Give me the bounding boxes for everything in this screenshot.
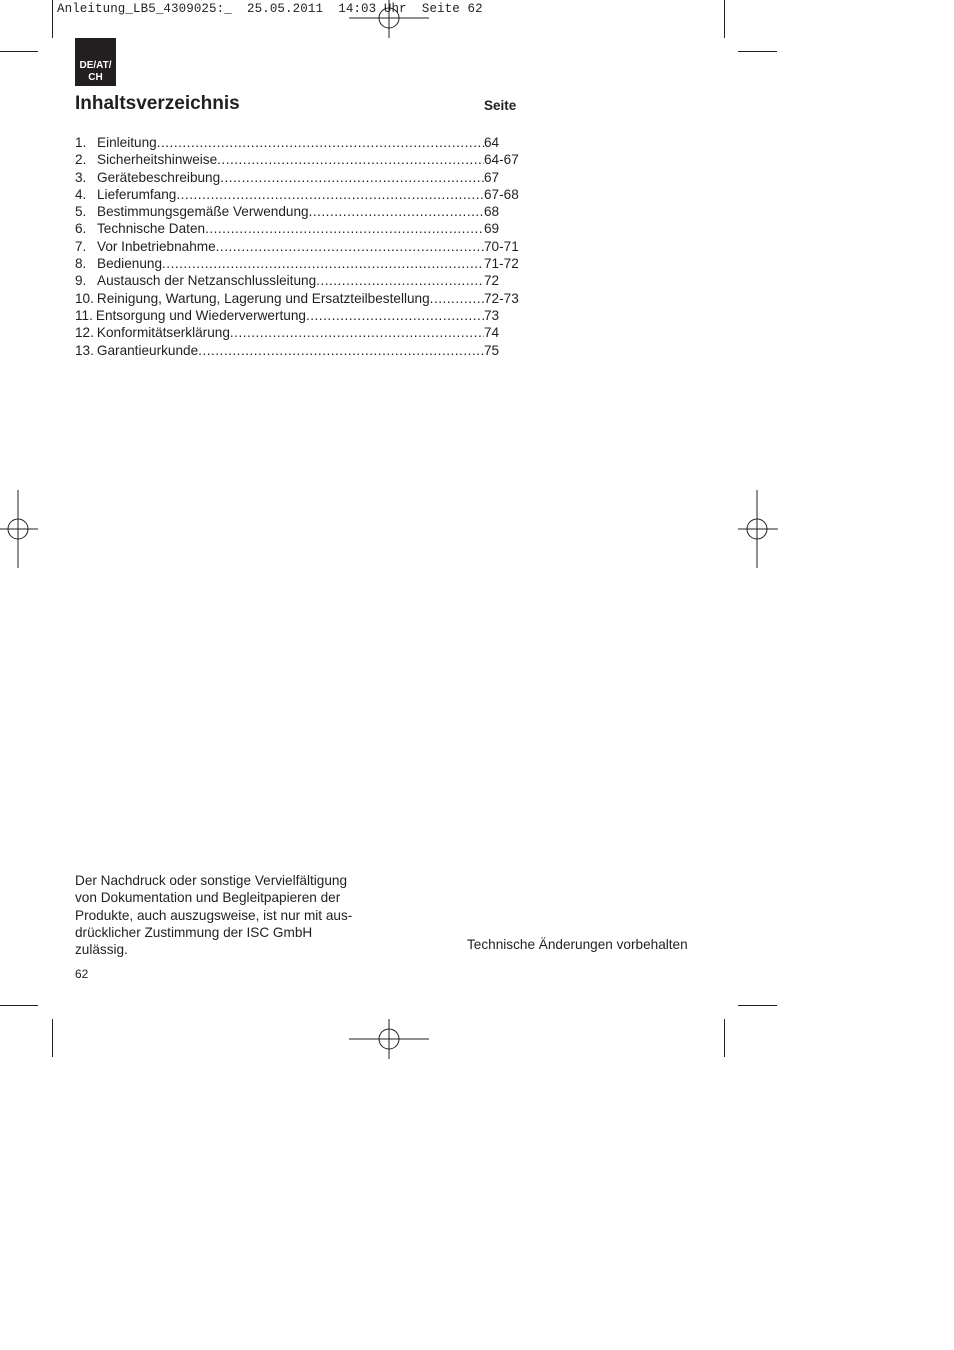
toc-entry-page: 64-67 [484,152,519,168]
crop-mark-bottom-left-vertical [52,1019,53,1057]
toc-entry [75,203,522,220]
crop-mark-top-right-vertical [724,0,725,38]
toc-entry [75,290,522,307]
toc-entry-number: 7. [75,238,87,254]
print-slug-line: Anleitung_LB5_4309025:_ 25.05.2011 14:03 Uhr Seite 62 [57,2,483,16]
copyright-line: Produkte, auch auszugsweise, ist nur mit aus- [75,907,353,923]
table-of-contents [75,134,522,359]
toc-entry-title: Konformitätserklärung [96,325,230,341]
toc-entry-title: Vor Inbetriebnahme [97,238,216,254]
toc-entry-number: 2. [75,152,87,168]
toc-entry-title: Lieferumfang [97,186,177,202]
toc-entry-page: 68 [484,204,500,220]
registration-mark-bottom-icon [349,1019,429,1059]
toc-entry-number: 9. [75,273,87,289]
toc-entry-title: Reinigung, Wartung, Lagerung und Ersatzteilbestellung [96,290,430,306]
crop-mark-top-left-vertical [52,0,53,38]
toc-entry-title: Sicherheitshinweise [97,152,218,168]
toc-dot-leader [205,220,484,237]
technical-changes-note: Technische Änderungen vorbehalten [467,937,688,952]
toc-entry [75,220,522,237]
crop-mark-bottom-left-horizontal [0,1005,38,1006]
crop-mark-top-right-horizontal [738,51,777,52]
toc-entry-page: 67 [484,169,500,185]
toc-entry [75,186,522,203]
toc-entry-title: Entsorgung und Wiederverwertung [95,307,306,323]
copyright-line: drücklicher Zustimmung der ISC GmbH [75,924,313,940]
language-badge-line-1: DE/AT/ [79,60,112,71]
toc-dot-leader [316,272,484,289]
toc-entry-page: 75 [484,342,500,358]
toc-entry [75,134,522,151]
toc-dot-leader [220,169,484,186]
toc-entry-page: 64 [484,135,500,150]
toc-entry-page: 73 [484,307,500,323]
registration-mark-top-icon [349,0,429,38]
copyright-line: Der Nachdruck oder sonstige Vervielfältigung [75,873,348,888]
toc-entry-page: 72-73 [484,290,519,306]
toc-entry-number: 10. [75,290,94,306]
copyright-line: von Dokumentation und Begleitpapieren der [75,890,341,906]
copyright-notice [75,872,375,958]
language-badge-line-2: CH [88,72,103,83]
toc-dot-leader [176,186,484,203]
toc-entry-number: 4. [75,186,87,202]
toc-entry-number: 13. [75,342,94,358]
language-badge [75,38,116,86]
registration-mark-left-icon [0,490,38,568]
toc-entry [75,272,522,289]
toc-entry-title: Garantieurkunde [96,342,199,358]
toc-entry-page: 67-68 [484,186,519,202]
toc-entry-page: 72 [484,273,500,289]
crop-mark-top-left-horizontal [0,51,38,52]
toc-dot-leader [309,203,484,220]
toc-entry-page: 69 [484,221,500,237]
toc-entry-number: 1. [75,135,87,150]
toc-entry-number: 6. [75,221,87,237]
page-title: Inhaltsverzeichnis [75,93,240,114]
page-number: 62 [75,967,89,981]
toc-entry-title: Gerätebeschreibung [97,169,221,185]
copyright-line: zulässig. [75,942,128,958]
toc-entry-page: 74 [484,325,500,341]
crop-mark-bottom-right-vertical [724,1019,725,1057]
toc-dot-leader [157,134,484,151]
toc-entry [75,151,522,168]
toc-entry [75,342,522,359]
toc-entry [75,307,522,324]
toc-entry-number: 11. [75,307,93,323]
toc-entry-number: 12. [75,325,94,341]
toc-entry-number: 3. [75,169,87,185]
toc-entry [75,324,522,341]
toc-dot-leader [162,255,484,272]
toc-entry [75,169,522,186]
toc-entry-title: Bestimmungsgemäße Verwendung [97,204,309,220]
toc-dot-leader [216,238,484,255]
toc-entry [75,238,522,255]
page-column-header: Seite [484,98,517,113]
toc-entry-title: Bedienung [97,256,163,272]
toc-entry-number: 5. [75,204,87,220]
toc-entry-number: 8. [75,256,87,272]
toc-entry-page: 71-72 [484,256,519,272]
toc-dot-leader [230,324,484,341]
toc-entry-title: Austausch der Netzanschlussleitung [97,273,317,289]
toc-dot-leader [217,151,484,168]
toc-dot-leader [306,307,484,324]
toc-entry-title: Technische Daten [97,221,206,237]
toc-entry [75,255,522,272]
crop-mark-bottom-right-horizontal [738,1005,777,1006]
toc-entry-page: 70-71 [484,238,519,254]
toc-entry-title: Einleitung [97,135,157,150]
toc-dot-leader [198,342,484,359]
toc-dot-leader [430,290,484,307]
registration-mark-right-icon [738,490,778,568]
